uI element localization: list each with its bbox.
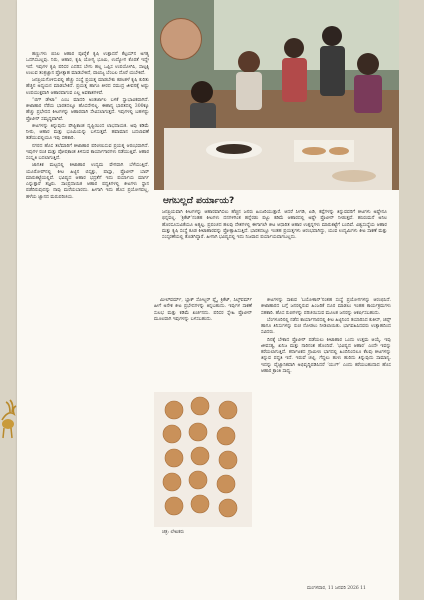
paragraph: ನಗರದ ಹೊಸ ತಲೆಮಾರಿಗೆ ಕೀಟಾಹಾರ ಪರಿಚಯಿಸುವ ಪ್ರಯತ್ನ ಆರಂಭವಾಗಿದೆ. ಇವುಗಳ ರುಚಿ ಮತ್ತು ಪೋಷಕಾಂಶ ತಿಳಿಸುವ ಕಾರ್ಯಾಗಾರಗಳು ನಡೆಯುತ್ತಿವೆ. ಆಹಾರ ಸಂಸ್ಕೃತಿ ಬದಲಾಗುತ್ತಿದೆ. bbox=[26, 143, 149, 161]
paragraph: ದಿನಕ್ಕೆ ಬೇಕಾದ ಪ್ರೊಟೀನ್ ಪಡೆಯಲು ಕೀಟಾಹಾರ ಒಂದು ಉತ್ತಮ ಆಯ್ಕೆ. ಇವು ಜೀವಸತ್ವ, ಖನಿಜ ಮತ್ತು ನಾರಿನಂಶ ಹೊಂದಿವೆ. ‘ಭವಿಷ್ಯದ ಆಹಾರ’ ಎಂದೇ ಇವನ್ನು ಕರೆಯಲಾಗುತ್ತಿದೆ. ಕರ್ನಾಟಕದ ಗ್ರಾಮೀಣ ಭಾಗದಲ್ಲಿ ಹಿಂದಿನಿಂದಲೂ ಕೆಲವು ಕೀಟಗಳನ್ನು ತಿನ್ನುವ ಪದ್ಧತಿ ಇದೆ. ಇರುವೆ ಚಟ್ನಿ, ಗೆದ್ದಲು ಹುಳು ಹುರಿದು ತಿನ್ನುವುದು ಸಾಮಾನ್ಯ. ಇದನ್ನು ವೈಜ್ಞಾನಿಕವಾಗಿ ಅಭಿವೃದ್ಧಿಪಡಿಸಿದರೆ ‘ಯುಗ್’ ಎಂದು ಕರೆಯಬಹುದಾದ ಹೊಸ ಆಹಾರ ಕ್ರಾಂತಿ ಸಾಧ್ಯ. bbox=[261, 337, 391, 374]
magazine-page bbox=[17, 0, 399, 600]
paragraph: ಜನಪ್ರಿಯಗೊಳಿಸುವಲ್ಲಿ ಹೆಚ್ಚು ಸಂಸ್ಥೆ ಪ್ರಯತ್ನ ಮಾಡಬೇಕು ಕಡಲಕಳೆ ಕೃಷಿ ಕುರಿತು ಹೆಚ್ಚಿನ ಅಧ್ಯಯನ ಮಾಡಬೇಕಿದೆ. ಪ್ರಯತ್ನ ಹಾಗೂ ತೀರದ ಸಮುದ್ರ ಜೀವನಕ್ಕೆ ಅಷ್ಟು ಉಪಯುಕ್ತವಾಗಿ ಆಹಾರವಾಗುವ ಎಲ್ಲ ಅವಕಾಶಗಳಿವೆ. bbox=[26, 78, 149, 96]
column-1 bbox=[26, 52, 149, 577]
paragraph: “ಬಿಗ್ ಡೇಟಾ” ಎಂಬ ಮಾದರಿ ಅಂತರ್ಜಾಲ ಬಳಕೆ ಸ್ವಾಭಾವಿಕವಾಗಿದೆ. ಕೀಟಾಹಾರ ನೆರೆಯ ಭಾರತದಲ್ಲೂ ಹೊಸದೇನಲ್ಲ. ಈಶಾನ್ಯ ಭಾರತದಲ್ಲಿ 300ಕ್ಕೂ ಹೆಚ್ಚು ಪ್ರಭೇದದ ಕೀಟಗಳನ್ನು ಆಹಾರವಾಗಿ ಸೇವಿಸಲಾಗುತ್ತದೆ. ಇವುಗಳಲ್ಲಿ ಬಹಳಷ್ಟು ಪ್ರೊಟೀನ್ ಸಮೃದ್ಧವಾಗಿವೆ. bbox=[26, 97, 149, 122]
photo-credit: ಚಿತ್ರ: ಲೇಖಕರು bbox=[162, 530, 185, 535]
paragraph: ಮೀಲ್‌ವರ್ಮ್, ಬ್ಲಾಕ್ ಸೋಲ್ಜರ್ ಫ್ಲೈ, ಕ್ರಿಕೆಟ್, ಸಿಲ್ಕ್‌ವರ್ಮ್ ಹೀಗೆ ಅನೇಕ ಕೀಟ ಪ್ರಭೇದಗಳನ್ನು ತಿನ್ನಬಹುದು. ಇವುಗಳ ಸಾಕಣೆ ಸುಲಭ ಮತ್ತು ಕಡಿಮೆ ಖರ್ಚಿನದು. ಪರಿಸರ ಸ್ನೇಹಿ ಪ್ರೊಟೀನ್ ಮೂಲವಾಗಿ ಇವುಗಳನ್ನು ಬಳಸಬಹುದು. bbox=[154, 298, 252, 322]
cookies-illustration bbox=[154, 392, 252, 527]
paragraph: ಜಾಗತಿಕ ಮಟ್ಟದಲ್ಲಿ ಕೀಟಾಹಾರ ಉದ್ಯಮ ವೇಗವಾಗಿ ಬೆಳೆಯುತ್ತಿದೆ. ಯೂರೋಪ್‌ನಲ್ಲಿ ಕೀಟ ಹಿಟ್ಟಿನ ಬಿಸ್ಕತ್ತು, ಪಾಸ್ತಾ, ಪ್ರೊಟೀನ್ ಬಾರ್ ಮಾರುಕಟ್ಟೆಯಲ್ಲಿವೆ. ಭವಿಷ್ಯದ ಆಹಾರ ಭದ್ರತೆಗೆ ಇದು ಪರ್ಯಾಯ ಮಾರ್ಗ ಎನ್ನುತ್ತಾರೆ ತಜ್ಞರು. ಸಾಂಪ್ರದಾಯಿಕ ಆಹಾರ ಪದ್ಧತಿಗಳಲ್ಲಿ ಕೀಟಗಳು ಸ್ಥಾನ ಪಡೆದಿರುವುದನ್ನು ನಾವು ಮರೆಯಬಾರದು. ಹೀಗಾಗಿ ಇದು ಹೊಸ ಪ್ರಯೋಗವಲ್ಲ, ಹಳೆಯ ಜ್ಞಾನದ ಮರುಪರಿಚಯ. bbox=[26, 163, 149, 200]
page-edge-left bbox=[0, 0, 17, 600]
deer-illustration bbox=[0, 400, 18, 440]
box-heading: ಆಗಬಲ್ಲದೆ ಪರ್ಯಾಯ? bbox=[163, 196, 235, 206]
paragraph: ಹಣ್ಣುಗಳು ಬಿಸಿಲ ಆಹಾರ ಪೂರೈಕೆ ಕೃಷಿ ಉತ್ಪಾದನೆ ಕೆಲ್ಪಯ್‌ನ ಅಗತ್ಯ ಒದಗಿಸಬಲ್ಲವು. ನಿರು, ಆಹಾರ, ಕೃಷಿ ಯೋಗ್ಯ ಭೂಮಿ, ಉದ್ಯೋಗ ಕೊರತೆ ಇದ್ದೇ ಇದೆ. ಇವುಗಳ ಕೃಷಿ ಪರಿಸರ ಎದರಿಸ ಬೇಗು ಹಲ್ಲ ಒಪ್ಪಿಸ ಉಪಯೋಗಿಸಿ, ಸಾಲ್ಪಕ್ಕಿ ಉಲುವ ತಂತ್ರಜ್ಞಾನ ಪ್ರೋತ್ಸಾಹ ಮಾಡಬೇಕಿದೆ, ವಾಣಿಜ್ಯ ಬೆಂಬಲ ದೊರೆ ಯಬೇಕಿದೆ. bbox=[26, 52, 149, 76]
paragraph: ಬೆಂಗಳೂರಿನಲ್ಲಿ ನಡೆದ ಕಾರ್ಯಾಗಾರದಲ್ಲಿ ಕೀಟ ಹಿಟ್ಟಿನಿಂದ ತಯಾರಿಸಿದ ಕುಕೀಸ್, ಚಿಪ್ಸ್ ಹಾಗೂ ತಿನಿಸುಗಳನ್ನು ರುಚಿ ನೋಡಲು ನೀಡಲಾಯಿತು. ಭಾಗವಹಿಸಿದವರು ಉತ್ಸಾಹದಿಂದ ಸವಿದರು. bbox=[261, 317, 391, 336]
logo-emblem bbox=[160, 18, 202, 60]
cookies-photo bbox=[154, 392, 252, 527]
sidebar-box bbox=[155, 196, 387, 288]
column-3 bbox=[261, 298, 391, 580]
paragraph: ಕೀಟಗಳನ್ನು ತಿನ್ನುವುದು ಪೌಷ್ಟಿಕಾಂಶ ದೃಷ್ಟಿಯಿಂದ ಲಾಭದಾಯಕ. ಅವು ಕಡಿಮೆ ನೀರು, ಆಹಾರ ಮತ್ತು ಭೂಮಿಯನ್ನು ಬಳಸುತ್ತವೆ. ಹವಾಮಾನ ಬದಲಾವಣೆ ತಡೆಯುವಲ್ಲಿಯೂ ಇವು ಸಹಕಾರಿ. bbox=[26, 123, 149, 142]
box-body: ಜನಪ್ರಿಯವಾಗಿ ಕೀಟಗಳನ್ನು ಆಹಾರವಾಗಿಸಲು ಹೆಚ್ಚಿನ ಜನರು ಹಿಂಜರಿಯುತ್ತಾರೆ. ಆದರೆ ಸೀಗಡಿ, ಏಡಿ, ಕಪ್ಪೆಗಳನ್ನು ತಿನ್ನುವವರಿಗೆ ಕೀಟಗಳು ಅಷ್ಟೇನೂ ಭಿನ್ನವಲ್ಲ. ‘ಕ್ರಿಕೆಟ್’ನಂತಹ ಕೀಟಗಳು ದನಗಳಿಗಿಂತ ಹನ್ನೆರಡು ಪಟ್ಟು ಕಡಿಮೆ ಆಹಾರದಲ್ಲಿ ಅಷ್ಟೇ ಪ್ರೊಟೀನ್ ನೀಡುತ್ತವೆ. ಹಸಿರುಮನೆ ಅನಿಲ ಹೊರಸೂಸುವಿಕೆಯೂ ಅತ್ಯಲ್ಪ. ಪ್ರಪಂಚದ ಹಲವು ದೇಶಗಳಲ್ಲಿ ಈಗಾಗಲೇ ಕೀಟ ಆಧಾರಿತ ಆಹಾರ ಉತ್ಪನ್ನಗಳು ಮಾರುಕಟ್ಟೆಗೆ ಬಂದಿವೆ. ವಿಶ್ವಸಂಸ್ಥೆಯ ಆಹಾರ ಮತ್ತು ಕೃಷಿ ಸಂಸ್ಥೆ ಕೂಡ ಕೀಟಾಹಾರವನ್ನು ಪ್ರೋತ್ಸಾಹಿಸುತ್ತಿದೆ. ಭಾರತದಲ್ಲೂ ಇಂತಹ ಪ್ರಯತ್ನಗಳು ಆರಂಭವಾಗಿದ್ದು, ಯುವ ಉದ್ಯಮಿಗಳು ಕೀಟ ಸಾಕಣೆ ಮತ್ತು ಸಂಸ್ಕರಣೆಯಲ್ಲಿ ತೊಡಗಿದ್ದಾರೆ. ಹೀಗಾಗಿ ಭವಿಷ್ಯದಲ್ಲಿ ಇದು ನಿಜವಾದ ಪರ್ಯಾಯವಾಗಬಲ್ಲದು. bbox=[162, 210, 387, 240]
page-edge-right bbox=[399, 0, 424, 600]
page-footer: ಮಂಗಳವಾರ, 11 ಜನವರಿ 2026 11 bbox=[307, 586, 366, 591]
paragraph: ಕೀಟಗಳನ್ನು ಸಾಕುವ 'ಬಯೋಕಾನ್'ನಂತಹ ಸಂಸ್ಥೆ ಪ್ರಯೋಗಗಳನ್ನು ಆರಂಭಿಸಿದೆ. ಕೀಟಾಹಾರದ ಬಗ್ಗೆ ಜನರಲ್ಲಿರುವ ಹಿಂಜರಿಕೆ ದೂರ ಮಾಡಲು ಇಂತಹ ಕಾರ್ಯಕ್ರಮಗಳು ಸಹಕಾರಿ. ಹೊಸ ರುಚಿಗಳನ್ನು ಪರಿಚಯಿಸುವ ಮೂಲಕ ಜನರನ್ನು ಆಕರ್ಷಿಸಬಹುದು. bbox=[261, 298, 391, 316]
column-2 bbox=[154, 298, 252, 390]
